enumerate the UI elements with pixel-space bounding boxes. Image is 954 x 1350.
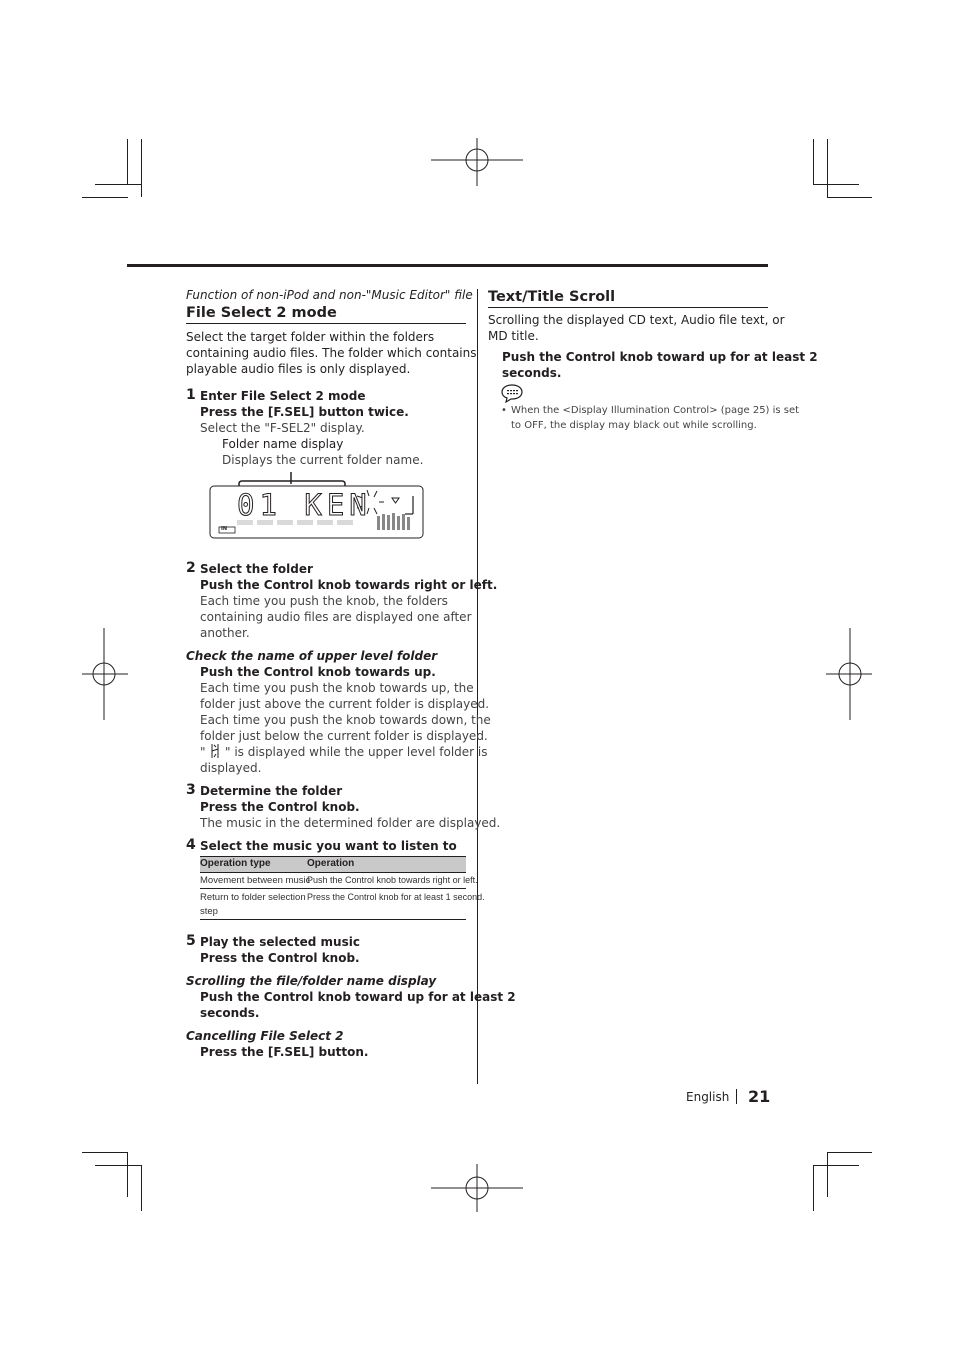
table-header-cell: Operation type — [200, 858, 271, 869]
heading-rule — [488, 307, 768, 308]
section-heading: Text/Title Scroll — [488, 289, 616, 305]
section-heading: File Select 2 mode — [186, 305, 337, 321]
quote-open: " — [200, 745, 206, 759]
step-detail: The music in the determined folder are displayed. — [200, 816, 501, 830]
quote-rest: " is displayed while the upper level folder is — [225, 745, 488, 759]
lcd-in-indicator: IN — [221, 526, 228, 532]
table-cell: step — [200, 906, 218, 917]
note-bullet: • — [501, 405, 507, 416]
step-number: 2 — [186, 560, 196, 576]
step-number: 4 — [186, 837, 196, 853]
registration-mark-right — [826, 628, 872, 720]
subsection-detail: folder just below the current folder is displayed. — [200, 729, 488, 743]
registration-mark-left — [82, 628, 128, 720]
step-action: Press the Control knob. — [200, 951, 360, 965]
display-label-detail: Displays the current folder name. — [222, 453, 424, 467]
upper-folder-icon — [208, 742, 222, 760]
operation-table — [200, 856, 485, 920]
subsection-title: Check the name of upper level folder — [186, 649, 438, 663]
heading-rule — [186, 323, 466, 324]
scroll-action: seconds. — [502, 366, 562, 380]
step-number: 5 — [186, 933, 196, 949]
note-text: to OFF, the display may black out while scrolling. — [511, 420, 757, 431]
step-detail: Select the "F-SEL2" display. — [200, 421, 365, 435]
subsection-action: Push the Control knob toward up for at least 2 — [200, 990, 516, 1004]
step-title: Select the folder — [200, 562, 313, 576]
subsection-detail: Each time you push the knob towards up, the — [200, 681, 474, 695]
step-number: 1 — [186, 387, 196, 403]
footer-separator — [736, 1089, 737, 1104]
column-divider — [477, 289, 478, 1084]
table-cell: Movement between music — [200, 875, 311, 886]
registration-mark-bottom — [431, 1164, 523, 1212]
step-title: Play the selected music — [200, 935, 360, 949]
lcd-text: 01 KEN — [237, 488, 372, 522]
function-subtitle: Function of non-iPod and non-"Music Editor" file — [186, 288, 473, 302]
note-text: When the <Display Illumination Control> (page 25) is set — [511, 405, 800, 416]
step-action: Press the [F.SEL] button twice. — [200, 405, 409, 419]
intro-line-2: MD title. — [488, 329, 539, 343]
subsection-detail: folder just above the current folder is displayed. — [200, 697, 490, 711]
step-title: Enter File Select 2 mode — [200, 389, 366, 403]
step-title: Determine the folder — [200, 784, 343, 798]
page-number: 21 — [748, 1087, 771, 1106]
subsection-action: seconds. — [200, 1006, 260, 1020]
subsection-title: Scrolling the file/folder name display — [186, 974, 437, 988]
registration-mark-top — [431, 138, 523, 186]
table-cell: Return to folder selection — [200, 892, 306, 903]
intro-line-1: Select the target folder within the folders — [186, 330, 435, 344]
table-header-cell: Operation — [307, 858, 355, 869]
step-detail: Each time you push the knob, the folders — [200, 594, 448, 608]
note-icon — [500, 383, 524, 403]
subsection-detail: Each time you push the knob towards down, the — [200, 713, 491, 727]
scroll-action: Push the Control knob toward up for at least 2 — [502, 350, 818, 364]
step-number: 3 — [186, 782, 196, 798]
step-detail: another. — [200, 626, 250, 640]
lcd-display-illustration — [209, 470, 425, 540]
step-title: Select the music you want to listen to — [200, 839, 457, 853]
subsection-action: Push the Control knob towards up. — [200, 665, 436, 679]
subsection-action: Press the [F.SEL] button. — [200, 1045, 369, 1059]
subsection-title: Cancelling File Select 2 — [186, 1029, 344, 1043]
table-cell: Push the Control knob towards right or left. — [307, 875, 478, 885]
step-action: Push the Control knob towards right or left. — [200, 578, 498, 592]
top-rule — [127, 264, 768, 267]
intro-line-1: Scrolling the displayed CD text, Audio file text, or — [488, 313, 785, 327]
footer-language: English — [686, 1090, 730, 1104]
display-label: Folder name display — [222, 437, 344, 451]
step-action: Press the Control knob. — [200, 800, 360, 814]
intro-line-2: containing audio files. The folder which contains — [186, 346, 477, 360]
subsection-detail: displayed. — [200, 761, 262, 775]
intro-line-3: playable audio files is only displayed. — [186, 362, 411, 376]
step-detail: containing audio files are displayed one after — [200, 610, 472, 624]
table-cell: Press the Control knob for at least 1 second. — [307, 892, 485, 902]
